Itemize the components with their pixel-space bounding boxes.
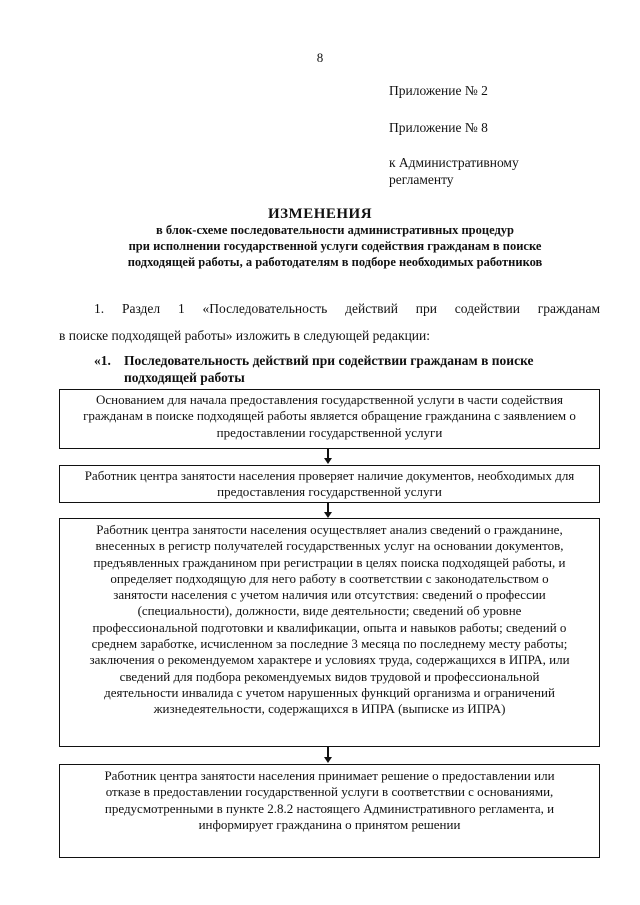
paragraph-line-1: 1. Раздел 1 «Последовательность действий при содействии гражданам — [94, 301, 600, 316]
section-heading — [94, 352, 600, 386]
document-title: ИЗМЕНЕНИЯ — [267, 206, 373, 222]
flowchart-box-2: Работник центра занятости населения проверяет наличие документов, необходимых для предоставления государственной услуги — [59, 465, 600, 503]
section-heading-text: Последовательность действий при содействии гражданам в поиске подходящей работы — [124, 353, 534, 385]
appendix-line-2: Приложение № 8 — [389, 120, 488, 135]
flowchart-box-1: Основанием для начала предоставления государственной услуги в части содействия гражданам в поиске подходящей работы является обращение гражданина с заявлением о предоставлении государственной услуги — [59, 389, 600, 449]
flowchart-box-3: Работник центра занятости населения осуществляет анализ сведений о гражданине, внесенных в регистр получателей государственных услуг на основании документов, предъявленных гражданином при регистрации в целях поиска подходящей работы, и определяет подходящую для него работу в соответствии с законодательством о занятости населения с учетом наличия или отсутствия: сведений о профессии (специальности), должности, виде деятельности; сведений об уровне профессиональной подготовки и квалификации, опыта и навыков работы; сведений о среднем заработке, исчисленном за последние 3 месяца по последнему месту работы; заключения о рекомендуемом характере и условиях труда, содержащихся в ИПРА, или сведений для подбора рекомендуемых видов трудовой и профессиональной деятельности инвалида с учетом нарушенных функций организма и ограничений жизнедеятельности, содержащихся в ИПРА (выписке из ИПРА) — [59, 518, 600, 747]
subtitle-line-2: при исполнении государственной услуги содействия гражданам в поиске — [128, 239, 542, 253]
subtitle-line-3: подходящей работы, а работодателям в подборе необходимых работников — [127, 255, 543, 269]
page-number: 8 — [316, 50, 324, 65]
document-subtitle — [70, 222, 600, 270]
appendix-line-1: Приложение № 2 — [389, 83, 488, 98]
appendix-line-3a: к Административному — [389, 155, 519, 170]
flowchart-box-4: Работник центра занятости населения принимает решение о предоставлении или отказе в предоставлении государственной услуги в соответствии с основаниями, предусмотренными в пункте 2.8.2 настоящего Административного регламента, и информирует гражданина о принятом решении — [59, 764, 600, 858]
paragraph-line-2: в поиске подходящей работы» изложить в следующей редакции: — [59, 328, 431, 343]
section-heading-number: «1. — [94, 353, 111, 368]
subtitle-line-1: в блок-схеме последовательности административных процедур — [156, 223, 514, 237]
appendix-line-3b: регламенту — [389, 172, 454, 187]
